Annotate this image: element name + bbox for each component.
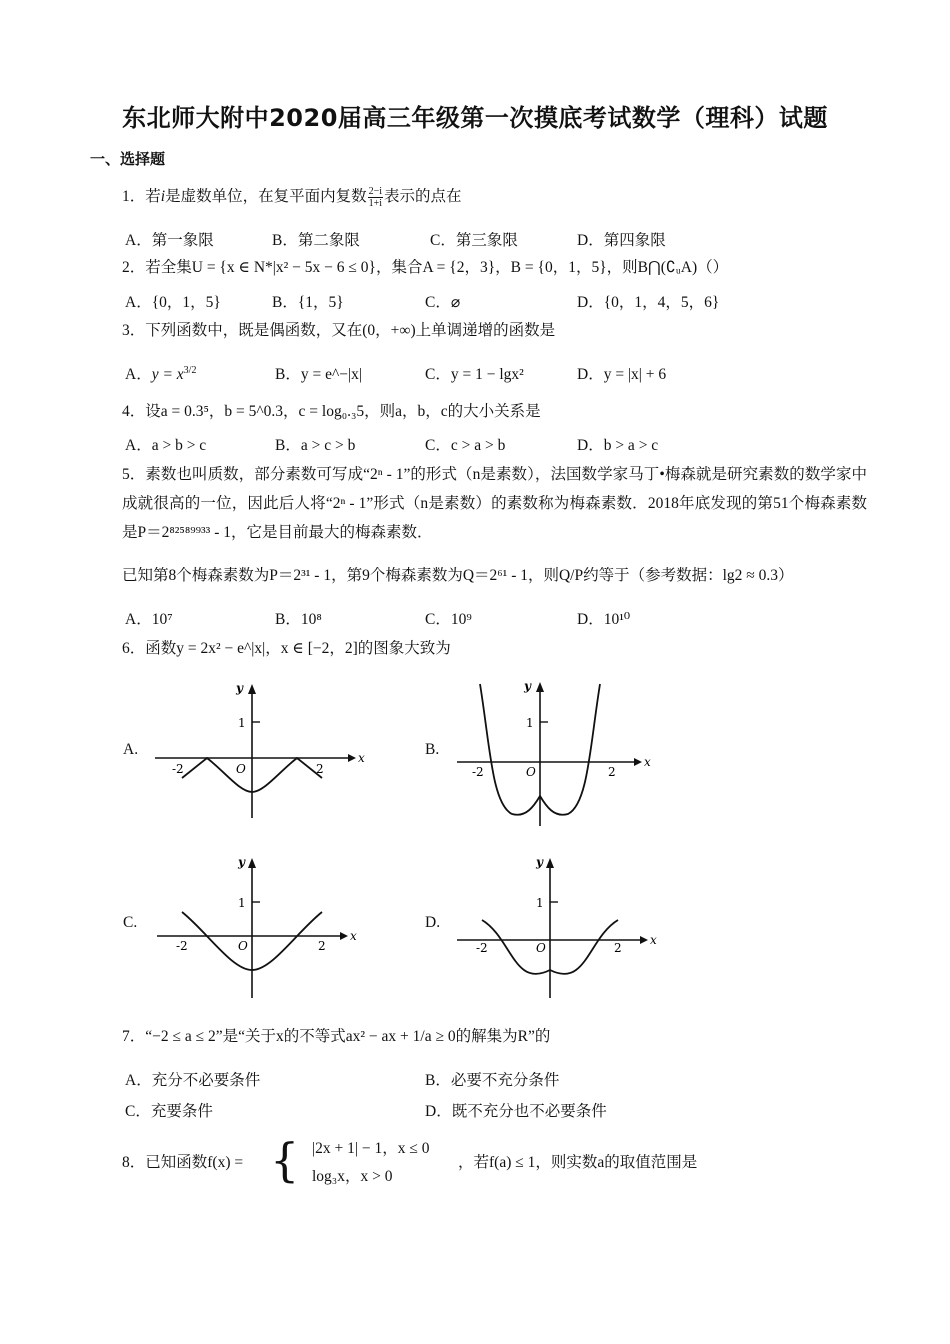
piecewise-brace: { <box>270 1133 300 1187</box>
graph-label-b: B. <box>425 741 440 758</box>
option-b: B．10⁸ <box>275 611 322 628</box>
y-axis-arrow <box>536 682 544 692</box>
tick-label-1: 1 <box>526 716 534 730</box>
y-axis-arrow <box>248 858 256 868</box>
graph-a <box>150 680 365 825</box>
option-d: D．既不充分也不必要条件 <box>425 1103 607 1120</box>
x-label: x <box>350 929 357 943</box>
option-c: C．充要条件 <box>125 1103 213 1120</box>
option-a: A．10⁷ <box>125 611 173 628</box>
x-label: x <box>650 933 657 947</box>
option-a: A．a > b > c <box>125 437 207 454</box>
option-a: A．第一象限 <box>125 232 214 249</box>
graph-b <box>452 676 662 831</box>
question-2-stem: 2．若全集U = {x ∈ N*|x² − 5x − 6 ≤ 0}，集合A = {2，3}，B = {0，1，5}，则B⋂(∁ᵤA)（） <box>122 259 729 276</box>
option-c: C．⌀ <box>425 294 461 311</box>
graph-c <box>152 852 362 1002</box>
option-a: A．{0，1，5} <box>125 294 221 311</box>
graph-d <box>452 852 662 1002</box>
option-c: C．10⁹ <box>425 611 472 628</box>
origin-label: O <box>238 939 248 953</box>
option-a: A．充分不必要条件 <box>125 1072 261 1089</box>
question-5-paragraph: 5．素数也叫质数，部分素数可写成“2ⁿ - 1”的形式（n是素数），法国数学家马丁•梅森就是研究素数的数学家中成就很高的一位，因此后人将“2ⁿ - 1”形式（n是素数）的素数称为梅森素数．2018年底发现的第51个梅森素数是P＝2⁸²⁵⁸⁹⁹³³ - 1，它是目前最大的梅森素数． <box>122 466 867 541</box>
y-label: y <box>236 681 243 695</box>
option-d: D．{0，1，4，5，6} <box>577 294 720 311</box>
tick-label-neg2: -2 <box>172 762 184 776</box>
y-label: y <box>524 679 531 693</box>
x-label: x <box>358 751 365 765</box>
tick-label-neg2: -2 <box>176 939 188 953</box>
option-d: D．第四象限 <box>577 232 666 249</box>
graph-label-c: C. <box>123 914 138 931</box>
y-axis-arrow <box>248 684 256 694</box>
option-d: D．10¹⁰ <box>577 611 631 628</box>
question-8-stem: 8．已知函数f(x) = <box>122 1154 244 1171</box>
graph-label-d: D. <box>425 914 441 931</box>
fraction: $\frac{2-i}{1+i}$ <box>368 186 383 209</box>
y-label: y <box>238 855 245 869</box>
tick-label-2: 2 <box>316 762 324 776</box>
option-c: C．y = 1 − lgx² <box>425 366 524 383</box>
question-8-condition: ，若f(a) ≤ 1，则实数a的取值范围是 <box>458 1154 698 1171</box>
section-heading: 一、选择题 <box>90 150 166 168</box>
page-title: 东北师大附中2020届高三年级第一次摸底考试数学（理科）试题 <box>122 104 828 132</box>
tick-label-2: 2 <box>608 765 616 779</box>
question-7-stem: 7．“−2 ≤ a ≤ 2”是“关于x的不等式ax² − ax + 1/a ≥ 0的解集为R”的 <box>122 1028 551 1045</box>
tick-label-2: 2 <box>614 941 622 955</box>
tick-label-1: 1 <box>238 716 246 730</box>
x-axis-arrow <box>640 936 648 944</box>
question-5-stem: 已知第8个梅森素数为P＝2³¹ - 1，第9个梅森素数为Q＝2⁶¹ - 1，则Q/P约等于（参考数据：lg2 ≈ 0.3） <box>122 567 794 584</box>
tick-label-2: 2 <box>318 939 326 953</box>
y-axis-arrow <box>546 858 554 868</box>
option-c: C．第三象限 <box>430 232 518 249</box>
option-b: B．y = e^−|x| <box>275 366 362 383</box>
question-4-stem: 4．设a = 0.3⁵，b = 5^0.3，c = log₀.₃5，则a，b，c的大小关系是 <box>122 403 541 420</box>
option-b: B．必要不充分条件 <box>425 1072 560 1089</box>
option-d: D．y = |x| + 6 <box>577 366 667 383</box>
piecewise-case-1: |2x + 1| − 1，x ≤ 0 <box>312 1140 430 1157</box>
option-c: C．c > a > b <box>425 437 506 454</box>
tick-label-1: 1 <box>238 896 246 910</box>
origin-label: O <box>536 941 546 955</box>
option-b: B．第二象限 <box>272 232 360 249</box>
origin-label: O <box>526 765 536 779</box>
tick-label-neg2: -2 <box>476 941 488 955</box>
x-axis-arrow <box>348 754 356 762</box>
x-axis-arrow <box>340 932 348 940</box>
tick-label-neg2: -2 <box>472 765 484 779</box>
option-b: B．{1，5} <box>272 294 344 311</box>
graph-label-a: A. <box>123 741 139 758</box>
option-a: A．$y = x^{3/2}$ <box>125 364 197 383</box>
tick-label-1: 1 <box>536 896 544 910</box>
option-b: B．a > c > b <box>275 437 356 454</box>
origin-label: O <box>236 762 246 776</box>
question-3-stem: 3．下列函数中，既是偶函数，又在(0，+∞)上单调递增的函数是 <box>122 322 556 339</box>
x-axis-arrow <box>634 758 642 766</box>
question-1-stem: 1．若i是虚数单位，在复平面内复数 $\frac{2-i}{1+i}$ 表示的点在 <box>122 186 462 209</box>
piecewise-case-2: log₃x，x > 0 <box>312 1168 393 1185</box>
y-label: y <box>536 855 543 869</box>
option-d: D．b > a > c <box>577 437 659 454</box>
x-label: x <box>644 755 651 769</box>
question-6-stem: 6．函数y = 2x² − e^|x|，x ∈ [−2，2]的图象大致为 <box>122 640 451 657</box>
